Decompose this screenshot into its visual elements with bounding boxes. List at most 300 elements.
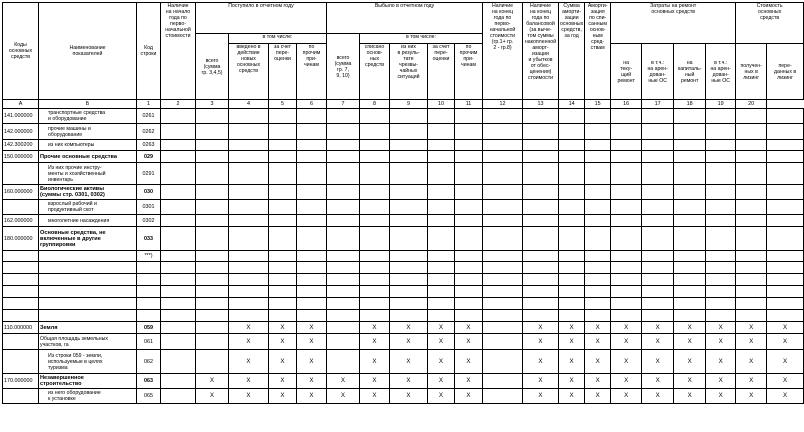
value-cell[interactable] <box>196 151 229 163</box>
value-cell[interactable] <box>674 298 706 310</box>
value-cell[interactable] <box>360 298 390 310</box>
value-cell[interactable] <box>297 109 327 124</box>
value-cell[interactable] <box>269 227 297 251</box>
value-cell[interactable] <box>559 227 585 251</box>
value-cell[interactable] <box>390 251 428 262</box>
value-cell[interactable] <box>428 251 455 262</box>
value-cell[interactable] <box>706 251 736 262</box>
value-cell[interactable] <box>559 109 585 124</box>
value-cell[interactable]: X <box>559 389 585 404</box>
value-cell[interactable] <box>483 124 523 140</box>
value-cell[interactable] <box>674 151 706 163</box>
value-cell[interactable] <box>161 334 196 350</box>
value-cell[interactable] <box>642 298 674 310</box>
value-cell[interactable] <box>196 200 229 215</box>
value-cell[interactable] <box>483 286 523 298</box>
value-cell[interactable] <box>611 185 642 200</box>
value-cell[interactable]: X <box>706 389 736 404</box>
value-cell[interactable] <box>297 262 327 274</box>
value-cell[interactable] <box>706 200 736 215</box>
value-cell[interactable] <box>428 286 455 298</box>
value-cell[interactable] <box>767 262 804 274</box>
value-cell[interactable] <box>585 163 611 185</box>
value-cell[interactable]: X <box>269 374 297 389</box>
value-cell[interactable] <box>483 251 523 262</box>
value-cell[interactable] <box>559 140 585 151</box>
value-cell[interactable] <box>161 227 196 251</box>
value-cell[interactable] <box>161 151 196 163</box>
value-cell[interactable] <box>523 251 559 262</box>
value-cell[interactable] <box>642 163 674 185</box>
value-cell[interactable] <box>559 215 585 227</box>
value-cell[interactable] <box>161 140 196 151</box>
value-cell[interactable] <box>269 251 297 262</box>
value-cell[interactable] <box>455 185 483 200</box>
value-cell[interactable] <box>455 215 483 227</box>
value-cell[interactable] <box>428 151 455 163</box>
value-cell[interactable] <box>611 274 642 286</box>
value-cell[interactable] <box>327 140 360 151</box>
value-cell[interactable] <box>229 251 269 262</box>
value-cell[interactable]: X <box>428 322 455 334</box>
value-cell[interactable] <box>196 109 229 124</box>
value-cell[interactable] <box>559 163 585 185</box>
value-cell[interactable]: X <box>706 322 736 334</box>
value-cell[interactable] <box>674 140 706 151</box>
value-cell[interactable] <box>674 200 706 215</box>
value-cell[interactable] <box>767 286 804 298</box>
value-cell[interactable] <box>327 215 360 227</box>
value-cell[interactable]: X <box>196 374 229 389</box>
value-cell[interactable] <box>611 163 642 185</box>
value-cell[interactable] <box>390 286 428 298</box>
value-cell[interactable] <box>360 163 390 185</box>
value-cell[interactable]: X <box>767 334 804 350</box>
value-cell[interactable] <box>390 185 428 200</box>
value-cell[interactable]: X <box>455 322 483 334</box>
value-cell[interactable] <box>297 251 327 262</box>
value-cell[interactable] <box>455 140 483 151</box>
value-cell[interactable] <box>736 124 767 140</box>
value-cell[interactable] <box>642 262 674 274</box>
value-cell[interactable]: X <box>706 374 736 389</box>
value-cell[interactable]: X <box>642 322 674 334</box>
value-cell[interactable] <box>706 298 736 310</box>
value-cell[interactable] <box>483 200 523 215</box>
value-cell[interactable] <box>706 215 736 227</box>
value-cell[interactable] <box>559 185 585 200</box>
value-cell[interactable]: X <box>297 322 327 334</box>
value-cell[interactable] <box>229 124 269 140</box>
value-cell[interactable] <box>767 251 804 262</box>
value-cell[interactable] <box>611 124 642 140</box>
value-cell[interactable] <box>611 298 642 310</box>
value-cell[interactable] <box>229 286 269 298</box>
value-cell[interactable] <box>196 163 229 185</box>
value-cell[interactable] <box>297 185 327 200</box>
value-cell[interactable]: X <box>196 389 229 404</box>
value-cell[interactable] <box>297 286 327 298</box>
value-cell[interactable]: X <box>585 350 611 374</box>
value-cell[interactable] <box>229 185 269 200</box>
value-cell[interactable] <box>269 163 297 185</box>
value-cell[interactable] <box>706 227 736 251</box>
value-cell[interactable] <box>559 251 585 262</box>
value-cell[interactable] <box>455 163 483 185</box>
value-cell[interactable] <box>390 200 428 215</box>
value-cell[interactable]: X <box>390 350 428 374</box>
value-cell[interactable]: X <box>360 322 390 334</box>
value-cell[interactable] <box>642 251 674 262</box>
value-cell[interactable] <box>483 310 523 322</box>
value-cell[interactable] <box>390 124 428 140</box>
value-cell[interactable]: X <box>297 334 327 350</box>
value-cell[interactable]: X <box>360 350 390 374</box>
value-cell[interactable]: X <box>674 334 706 350</box>
value-cell[interactable] <box>269 215 297 227</box>
value-cell[interactable] <box>161 274 196 286</box>
value-cell[interactable] <box>455 200 483 215</box>
value-cell[interactable] <box>642 140 674 151</box>
value-cell[interactable]: X <box>611 350 642 374</box>
value-cell[interactable] <box>611 109 642 124</box>
value-cell[interactable] <box>585 274 611 286</box>
value-cell[interactable] <box>611 200 642 215</box>
value-cell[interactable]: X <box>269 389 297 404</box>
value-cell[interactable] <box>428 124 455 140</box>
value-cell[interactable] <box>269 140 297 151</box>
value-cell[interactable]: X <box>611 389 642 404</box>
value-cell[interactable] <box>736 262 767 274</box>
value-cell[interactable] <box>229 151 269 163</box>
value-cell[interactable] <box>585 151 611 163</box>
value-cell[interactable] <box>269 262 297 274</box>
value-cell[interactable] <box>642 109 674 124</box>
value-cell[interactable] <box>559 274 585 286</box>
value-cell[interactable] <box>428 109 455 124</box>
value-cell[interactable] <box>161 200 196 215</box>
value-cell[interactable] <box>297 215 327 227</box>
value-cell[interactable] <box>559 200 585 215</box>
value-cell[interactable] <box>523 124 559 140</box>
value-cell[interactable] <box>611 227 642 251</box>
value-cell[interactable] <box>360 310 390 322</box>
value-cell[interactable] <box>360 109 390 124</box>
value-cell[interactable]: X <box>642 334 674 350</box>
value-cell[interactable] <box>390 163 428 185</box>
value-cell[interactable] <box>736 109 767 124</box>
value-cell[interactable]: X <box>559 374 585 389</box>
value-cell[interactable] <box>327 109 360 124</box>
value-cell[interactable] <box>229 140 269 151</box>
value-cell[interactable] <box>269 286 297 298</box>
value-cell[interactable] <box>559 298 585 310</box>
value-cell[interactable] <box>483 374 523 389</box>
value-cell[interactable]: X <box>229 322 269 334</box>
value-cell[interactable] <box>585 227 611 251</box>
value-cell[interactable]: X <box>269 350 297 374</box>
value-cell[interactable] <box>642 124 674 140</box>
value-cell[interactable] <box>611 310 642 322</box>
value-cell[interactable] <box>229 215 269 227</box>
value-cell[interactable] <box>767 124 804 140</box>
value-cell[interactable]: X <box>736 334 767 350</box>
value-cell[interactable] <box>736 286 767 298</box>
value-cell[interactable] <box>736 163 767 185</box>
value-cell[interactable] <box>196 298 229 310</box>
value-cell[interactable]: X <box>428 334 455 350</box>
value-cell[interactable] <box>390 274 428 286</box>
value-cell[interactable] <box>642 200 674 215</box>
value-cell[interactable] <box>611 215 642 227</box>
value-cell[interactable] <box>327 298 360 310</box>
value-cell[interactable] <box>390 215 428 227</box>
value-cell[interactable] <box>269 185 297 200</box>
value-cell[interactable] <box>360 251 390 262</box>
value-cell[interactable] <box>642 215 674 227</box>
value-cell[interactable] <box>767 185 804 200</box>
value-cell[interactable] <box>559 286 585 298</box>
value-cell[interactable] <box>327 334 360 350</box>
value-cell[interactable] <box>706 185 736 200</box>
value-cell[interactable]: X <box>559 350 585 374</box>
value-cell[interactable] <box>455 227 483 251</box>
value-cell[interactable] <box>161 389 196 404</box>
value-cell[interactable] <box>674 124 706 140</box>
value-cell[interactable] <box>269 298 297 310</box>
value-cell[interactable]: X <box>455 389 483 404</box>
value-cell[interactable] <box>674 163 706 185</box>
value-cell[interactable]: X <box>559 334 585 350</box>
value-cell[interactable] <box>297 227 327 251</box>
value-cell[interactable] <box>585 262 611 274</box>
value-cell[interactable] <box>642 286 674 298</box>
value-cell[interactable]: X <box>767 389 804 404</box>
value-cell[interactable] <box>585 124 611 140</box>
value-cell[interactable]: X <box>327 389 360 404</box>
value-cell[interactable]: X <box>674 350 706 374</box>
value-cell[interactable] <box>767 151 804 163</box>
value-cell[interactable] <box>674 185 706 200</box>
value-cell[interactable] <box>390 310 428 322</box>
value-cell[interactable] <box>642 310 674 322</box>
value-cell[interactable] <box>674 310 706 322</box>
value-cell[interactable]: X <box>611 322 642 334</box>
value-cell[interactable] <box>428 163 455 185</box>
value-cell[interactable] <box>736 274 767 286</box>
value-cell[interactable] <box>736 185 767 200</box>
value-cell[interactable] <box>642 185 674 200</box>
value-cell[interactable] <box>327 310 360 322</box>
value-cell[interactable] <box>229 163 269 185</box>
value-cell[interactable] <box>360 262 390 274</box>
value-cell[interactable]: X <box>736 350 767 374</box>
value-cell[interactable]: X <box>736 389 767 404</box>
value-cell[interactable]: X <box>585 374 611 389</box>
value-cell[interactable] <box>523 109 559 124</box>
value-cell[interactable] <box>736 310 767 322</box>
value-cell[interactable] <box>360 274 390 286</box>
value-cell[interactable] <box>196 227 229 251</box>
value-cell[interactable] <box>706 163 736 185</box>
value-cell[interactable] <box>196 286 229 298</box>
value-cell[interactable]: X <box>327 374 360 389</box>
value-cell[interactable] <box>585 185 611 200</box>
value-cell[interactable] <box>327 124 360 140</box>
value-cell[interactable] <box>297 163 327 185</box>
value-cell[interactable]: X <box>428 389 455 404</box>
value-cell[interactable] <box>674 109 706 124</box>
value-cell[interactable] <box>706 109 736 124</box>
value-cell[interactable] <box>674 286 706 298</box>
value-cell[interactable] <box>161 310 196 322</box>
value-cell[interactable]: X <box>229 389 269 404</box>
value-cell[interactable] <box>706 310 736 322</box>
value-cell[interactable] <box>674 274 706 286</box>
value-cell[interactable] <box>523 163 559 185</box>
value-cell[interactable]: X <box>455 374 483 389</box>
value-cell[interactable]: X <box>390 334 428 350</box>
value-cell[interactable] <box>483 215 523 227</box>
value-cell[interactable]: X <box>360 389 390 404</box>
value-cell[interactable]: X <box>585 322 611 334</box>
value-cell[interactable] <box>327 227 360 251</box>
value-cell[interactable] <box>360 200 390 215</box>
value-cell[interactable] <box>455 310 483 322</box>
value-cell[interactable] <box>455 124 483 140</box>
value-cell[interactable] <box>585 310 611 322</box>
value-cell[interactable] <box>269 109 297 124</box>
value-cell[interactable] <box>161 374 196 389</box>
value-cell[interactable] <box>390 298 428 310</box>
value-cell[interactable] <box>523 227 559 251</box>
value-cell[interactable]: X <box>767 374 804 389</box>
value-cell[interactable] <box>483 350 523 374</box>
value-cell[interactable] <box>161 322 196 334</box>
value-cell[interactable]: X <box>706 350 736 374</box>
value-cell[interactable] <box>483 140 523 151</box>
value-cell[interactable] <box>196 215 229 227</box>
value-cell[interactable]: X <box>559 322 585 334</box>
value-cell[interactable] <box>483 185 523 200</box>
value-cell[interactable] <box>161 350 196 374</box>
value-cell[interactable] <box>196 140 229 151</box>
value-cell[interactable]: X <box>736 322 767 334</box>
value-cell[interactable] <box>611 286 642 298</box>
value-cell[interactable] <box>706 124 736 140</box>
value-cell[interactable] <box>674 227 706 251</box>
value-cell[interactable] <box>327 251 360 262</box>
value-cell[interactable] <box>736 200 767 215</box>
value-cell[interactable] <box>360 215 390 227</box>
value-cell[interactable] <box>428 227 455 251</box>
value-cell[interactable]: X <box>736 374 767 389</box>
value-cell[interactable]: X <box>455 350 483 374</box>
value-cell[interactable] <box>559 262 585 274</box>
value-cell[interactable] <box>585 251 611 262</box>
value-cell[interactable] <box>483 322 523 334</box>
value-cell[interactable] <box>767 215 804 227</box>
value-cell[interactable] <box>390 227 428 251</box>
value-cell[interactable] <box>455 274 483 286</box>
value-cell[interactable] <box>483 274 523 286</box>
value-cell[interactable] <box>706 140 736 151</box>
value-cell[interactable] <box>327 151 360 163</box>
value-cell[interactable] <box>674 262 706 274</box>
value-cell[interactable]: X <box>585 389 611 404</box>
value-cell[interactable] <box>196 310 229 322</box>
value-cell[interactable]: X <box>360 334 390 350</box>
value-cell[interactable]: X <box>642 350 674 374</box>
value-cell[interactable] <box>269 310 297 322</box>
value-cell[interactable] <box>428 262 455 274</box>
value-cell[interactable] <box>455 109 483 124</box>
value-cell[interactable] <box>483 109 523 124</box>
value-cell[interactable]: X <box>455 334 483 350</box>
value-cell[interactable] <box>642 227 674 251</box>
value-cell[interactable]: X <box>523 350 559 374</box>
value-cell[interactable]: X <box>390 322 428 334</box>
value-cell[interactable]: X <box>229 334 269 350</box>
value-cell[interactable] <box>767 109 804 124</box>
value-cell[interactable] <box>161 215 196 227</box>
value-cell[interactable] <box>327 322 360 334</box>
value-cell[interactable] <box>523 262 559 274</box>
value-cell[interactable] <box>523 140 559 151</box>
value-cell[interactable] <box>229 200 269 215</box>
value-cell[interactable] <box>483 334 523 350</box>
value-cell[interactable] <box>767 310 804 322</box>
value-cell[interactable] <box>523 310 559 322</box>
value-cell[interactable] <box>297 310 327 322</box>
value-cell[interactable] <box>674 215 706 227</box>
value-cell[interactable] <box>161 286 196 298</box>
value-cell[interactable] <box>455 151 483 163</box>
value-cell[interactable] <box>360 151 390 163</box>
value-cell[interactable] <box>297 151 327 163</box>
value-cell[interactable] <box>297 124 327 140</box>
value-cell[interactable] <box>269 124 297 140</box>
value-cell[interactable] <box>523 151 559 163</box>
value-cell[interactable] <box>428 200 455 215</box>
value-cell[interactable]: X <box>523 389 559 404</box>
value-cell[interactable] <box>483 298 523 310</box>
value-cell[interactable]: X <box>523 374 559 389</box>
value-cell[interactable] <box>229 310 269 322</box>
value-cell[interactable] <box>611 151 642 163</box>
value-cell[interactable] <box>360 140 390 151</box>
value-cell[interactable]: X <box>428 374 455 389</box>
value-cell[interactable]: X <box>269 322 297 334</box>
value-cell[interactable] <box>229 109 269 124</box>
value-cell[interactable] <box>428 215 455 227</box>
value-cell[interactable]: X <box>390 389 428 404</box>
value-cell[interactable] <box>483 151 523 163</box>
value-cell[interactable] <box>642 151 674 163</box>
value-cell[interactable]: X <box>269 334 297 350</box>
value-cell[interactable] <box>428 185 455 200</box>
value-cell[interactable] <box>229 227 269 251</box>
value-cell[interactable] <box>390 151 428 163</box>
value-cell[interactable]: X <box>767 322 804 334</box>
value-cell[interactable] <box>736 215 767 227</box>
value-cell[interactable]: X <box>297 350 327 374</box>
value-cell[interactable] <box>559 151 585 163</box>
value-cell[interactable] <box>585 215 611 227</box>
value-cell[interactable] <box>767 140 804 151</box>
value-cell[interactable]: X <box>642 374 674 389</box>
value-cell[interactable] <box>196 251 229 262</box>
